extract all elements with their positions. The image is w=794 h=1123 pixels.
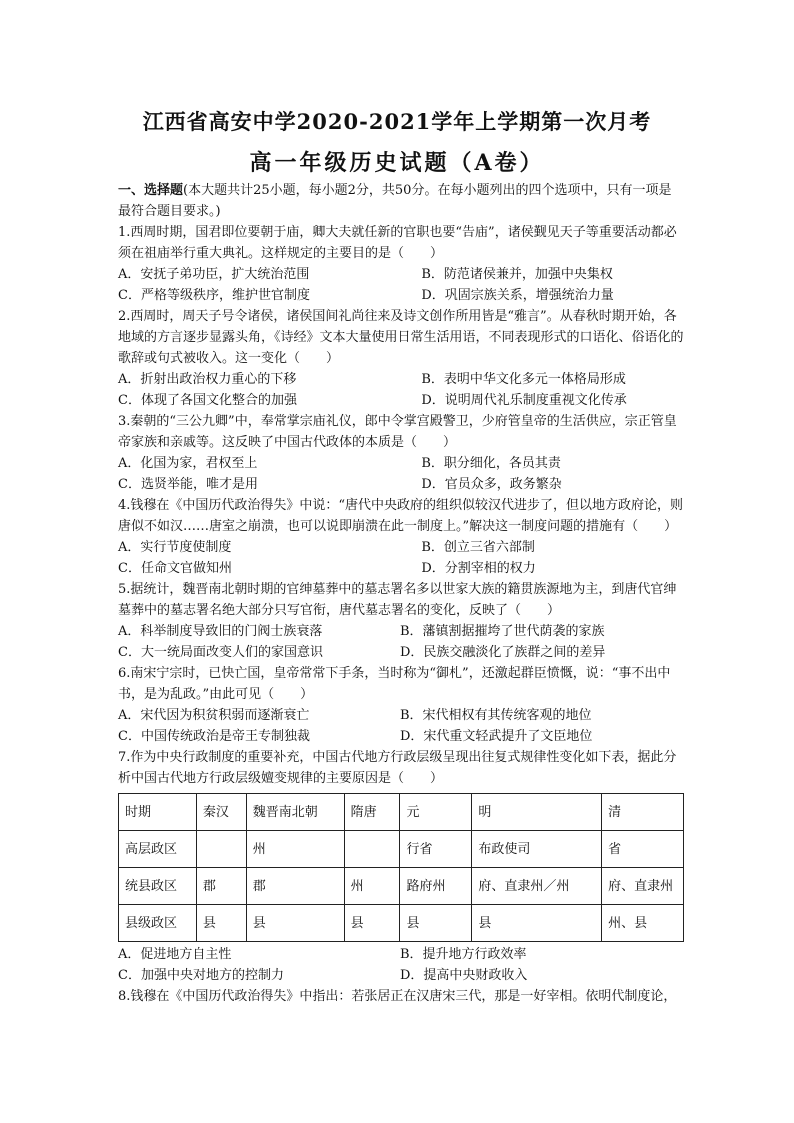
option-c: C．大一统局面改变人们的家国意识 [118,645,323,660]
question-5-options-row-1 [118,621,684,642]
option-a: A．安抚子弟功臣，扩大统治范围 [118,267,310,282]
option-a: A．科举制度导致旧的门阀士族衰落 [118,624,323,639]
question-4-options-row-2 [118,558,684,579]
option-d: D．宋代重文轻武提升了文臣地位 [400,729,593,744]
option-a: A．宋代因为积贫积弱而逐渐衰亡 [118,708,310,723]
exam-subtitle: 高一年级历史试题（A卷） [249,150,545,176]
table-cell: 府、直隶州／州 [472,868,602,905]
option-c: C．加强中央对地方的控制力 [118,968,284,983]
table-cell: 州、县 [602,905,684,942]
question-3-options-row-1 [118,453,684,474]
table-cell: 县 [472,905,602,942]
admin-levels-table [118,793,684,942]
table-cell: 高层政区 [119,831,197,868]
table-cell: 元 [400,794,472,831]
question-6-options-row-2 [118,726,684,747]
question-3-stem: 3.秦朝的“三公九卿”中，奉常掌宗庙礼仪，郎中令掌宫殿警卫，少府管皇帝的生活供应，宗正管皇帝家族和亲戚等。这反映了中国古代政体的本质是（ ） [118,414,677,450]
option-a: A．实行节度使制度 [118,540,232,555]
table-cell: 隋唐 [344,794,400,831]
question-6-stem: 6.南宋宁宗时，已快亡国，皇帝常常下手条，当时称为“御札”，还激起群臣愤慨，说：“事不出中书，是为乱政。”由此可见（ ） [118,666,671,702]
table-cell: 县 [246,905,344,942]
question-3-options-row-2 [118,474,684,495]
question-7-options-row-2 [118,965,684,986]
table-cell: 州 [246,831,344,868]
option-b: B．防范诸侯兼并，加强中央集权 [421,267,613,282]
table-cell: 郡 [196,868,246,905]
question-2-stem: 2.西周时，周天子号令诸侯，诸侯国间礼尚往来及诗文创作所用皆是“雅言”。从春秋时期开始，各地域的方言逐步显露头角，《诗经》文本大量使用日常生活用语，不同表现形式的口语化、俗语化的歌辞或句式被收入。这一变化（ ） [118,309,684,366]
question-7-stem: 7.作为中央行政制度的重要补充，中国古代地方行政层级呈现出往复式规律性变化如下表，据此分析中国古代地方行政层级嬗变规律的主要原因是（ ） [118,750,677,786]
option-b: B．藩镇割据摧垮了世代荫袭的家族 [400,624,605,639]
option-b: B．提升地方行政效率 [400,947,527,962]
question-6-options-row-1 [118,705,684,726]
question-7-options-row-1 [118,944,684,965]
option-c: C．严格等级秩序，维护世官制度 [118,288,310,303]
table-cell: 路府州 [400,868,472,905]
question-4-options-row-1 [118,537,684,558]
exam-content [118,180,684,1007]
option-d: D．分割宰相的权力 [421,561,536,576]
table-row [119,794,684,831]
option-d: D．官员众多，政务繁杂 [421,477,562,492]
option-a: A．折射出政治权力重心的下移 [118,372,297,387]
option-b: B．创立三省六部制 [421,540,535,555]
option-d: D．巩固宗族关系，增强统治力量 [421,288,614,303]
table-cell: 行省 [400,831,472,868]
table-cell: 明 [472,794,602,831]
option-d: D．提高中央财政收入 [400,968,528,983]
table-cell: 府、直隶州 [602,868,684,905]
option-b: B．职分细化，各员其责 [421,456,561,471]
question-1-options-row-1 [118,264,684,285]
option-c: C．体现了各国文化整合的加强 [118,393,297,408]
question-5-stem: 5.据统计，魏晋南北朝时期的官绅墓葬中的墓志署名多以世家大族的籍贯族源地为主，到唐代官绅墓葬中的墓志署名绝大部分只写官衔，唐代墓志署名的变化，反映了（ ） [118,582,677,618]
option-d: D．民族交融淡化了族群之间的差异 [400,645,606,660]
table-cell: 县级政区 [119,905,197,942]
table-cell: 魏晋南北朝 [246,794,344,831]
question-1-stem: 1.西周时期，国君即位要朝于庙，卿大夫就任新的官职也要“告庙”，诸侯觐见天子等重要活动都必须在祖庙举行重大典礼。这样规定的主要目的是（ ） [118,225,677,261]
table-cell: 郡 [246,868,344,905]
question-2-options-row-2 [118,390,684,411]
admin-levels-table-body [119,794,684,942]
table-cell: 县 [344,905,400,942]
option-c: C．中国传统政治是帝王专制独裁 [118,729,310,744]
option-c: C．选贤举能，唯才是用 [118,477,258,492]
table-cell: 秦汉 [196,794,246,831]
section-text: (本大题共计25小题，每小题2分，共50分。在每小题列出的四个选项中，只有一项是最符合题目要求。) [118,183,672,219]
table-row [119,868,684,905]
table-row [119,905,684,942]
table-cell: 清 [602,794,684,831]
table-row [119,831,684,868]
option-a: A．化国为家，君权至上 [118,456,258,471]
table-cell: 统县政区 [119,868,197,905]
option-b: B．表明中华文化多元一体格局形成 [421,372,626,387]
section-heading: 一、选择题 [118,183,184,198]
question-1-options-row-2 [118,285,684,306]
question-2-options-row-1 [118,369,684,390]
table-cell: 县 [400,905,472,942]
section-instructions [118,180,684,222]
table-cell: 省 [602,831,684,868]
table-cell [344,831,400,868]
question-8-stem: 8.钱穆在《中国历代政治得失》中指出：若张居正在汉唐宋三代，那是一好宰相。依明代制度论， [118,989,677,1004]
question-4-stem: 4.钱穆在《中国历代政治得失》中说：“唐代中央政府的组织似较汉代进步了，但以地方政府论，则唐似不如汉……唐室之崩溃，也可以说即崩溃在此一制度上。”解决这一制度问题的措施有（ ） [118,498,684,534]
table-cell: 县 [196,905,246,942]
option-b: B．宋代相权有其传统客观的地位 [400,708,592,723]
exam-title: 江西省高安中学2020-2021学年上学期第一次月考 [142,109,652,134]
table-cell [196,831,246,868]
option-d: D．说明周代礼乐制度重视文化传承 [421,393,627,408]
table-cell: 州 [344,868,400,905]
table-cell: 时期 [119,794,197,831]
option-a: A．促进地方自主性 [118,947,232,962]
table-cell: 布政使司 [472,831,602,868]
question-5-options-row-2 [118,642,684,663]
option-c: C．任命文官做知州 [118,561,232,576]
